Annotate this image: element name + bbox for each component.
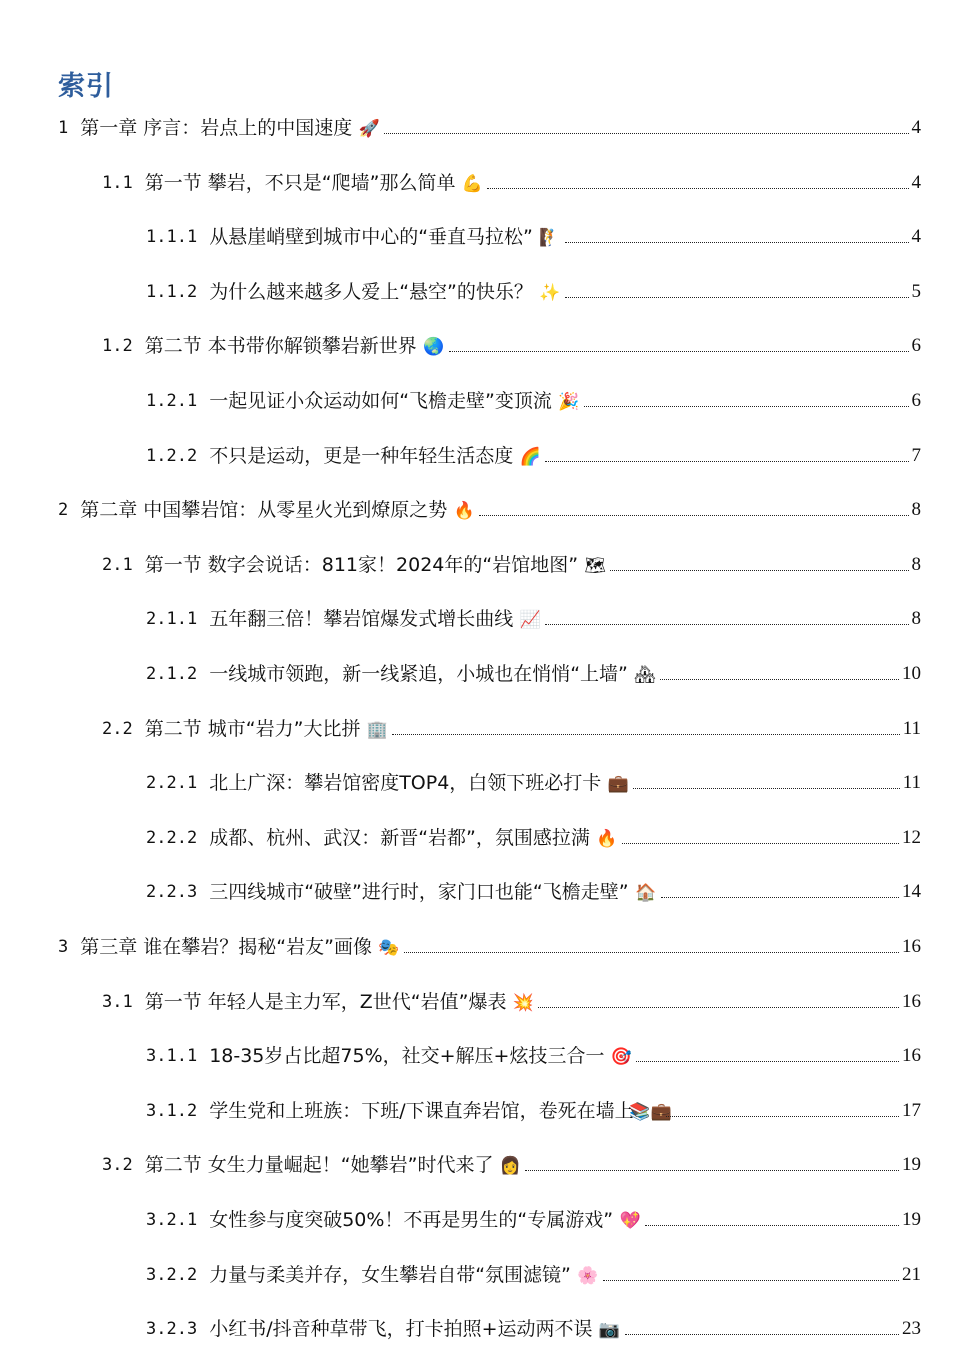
house-icon: 🏠: [634, 883, 657, 904]
dot-leader: [660, 678, 899, 680]
toc-entry-level-3[interactable]: [146, 383, 921, 413]
toc-entry-title: 第二节 本书带你解锁攀岩新世界: [144, 335, 417, 358]
dot-leader: [565, 241, 909, 243]
toc-entry-title: 不只是运动，更是一种年轻生活态度: [209, 444, 514, 467]
toc-entry-number: 1.2.2: [146, 445, 198, 466]
toc-page-number: 16: [902, 936, 921, 957]
toc-entry-title: 第三章 谁在攀岩？揭秘“岩友”画像: [80, 936, 372, 958]
toc-entry-number: 2.1.2: [146, 664, 198, 684]
toc-entry-number: 2.2.3: [146, 882, 198, 903]
houses-icon: 🏘: [634, 665, 656, 685]
office-building-icon: 🏢: [366, 719, 389, 740]
rainbow-icon: 🌈: [519, 446, 541, 467]
dot-leader: [636, 1060, 899, 1062]
toc-entry-number: 1: [58, 118, 69, 138]
toc-entry-title: 学生党和上班族：下班/下课直奔岩馆，卷死在墙上: [209, 1099, 634, 1122]
cherry-blossom-icon: 🌸: [577, 1265, 599, 1286]
toc-entry-title: 力量与柔美并存，女生攀岩自带“氛围滤镜”: [209, 1263, 571, 1286]
toc-entry-number: 3.1.2: [146, 1100, 198, 1121]
toc-page-number: 5: [911, 280, 921, 302]
toc-entry-level-2[interactable]: [102, 984, 921, 1014]
toc-entry-level-3[interactable]: [146, 219, 921, 249]
toc-entry-title: 第一节 攀岩，不只是“爬墙”那么简单: [144, 171, 456, 194]
toc-entry-level-3[interactable]: [146, 656, 921, 686]
toc-entry-level-3[interactable]: [146, 765, 921, 795]
toc-entry-number: 2: [58, 500, 69, 521]
toc-entry-level-2[interactable]: [102, 711, 921, 741]
toc-entry-number: 2.1.1: [146, 609, 198, 630]
toc-entry-number: 1.1.2: [146, 281, 198, 302]
toc-entry-level-3[interactable]: [146, 874, 921, 904]
toc-entry-number: 3.2.1: [146, 1210, 198, 1230]
toc-entry-level-3[interactable]: [146, 601, 921, 631]
toc-entry-number: 2.2.1: [146, 773, 198, 794]
toc-entry-number: 3.2: [102, 1155, 133, 1176]
toc-entry-title: 女性参与度突破50%！不再是男生的“专属游戏”: [209, 1209, 614, 1231]
toc-entry-level-3[interactable]: [146, 1093, 921, 1123]
toc-entry-number: 3.1: [102, 991, 133, 1012]
bullseye-icon: 🎯: [610, 1047, 633, 1068]
toc-page-number: 21: [902, 1263, 921, 1285]
heart-icon: 💖: [619, 1211, 641, 1231]
dot-leader: [545, 460, 908, 462]
dot-leader: [392, 733, 899, 735]
collision-icon: 💥: [512, 992, 535, 1013]
toc-entry-number: 1.1.1: [146, 227, 198, 248]
fire-icon: 🔥: [453, 501, 475, 522]
toc-entry-level-3[interactable]: [146, 1202, 921, 1232]
briefcase-icon: 💼: [607, 774, 629, 795]
toc-page-number: 4: [911, 117, 921, 138]
toc-entry-title: 第二节 女生力量崛起！“她攀岩”时代来了: [144, 1154, 494, 1177]
toc-entry-level-2[interactable]: [102, 328, 921, 358]
toc-entry-title: 第一节 数字会说话：811家！2024年的“岩馆地图”: [144, 553, 579, 576]
books-briefcase-icon: 📚💼: [629, 1101, 672, 1122]
toc-entry-title: 第一节 年轻人是主力军，Z世代“岩值”爆表: [144, 990, 507, 1013]
toc-page-number: 11: [902, 717, 921, 739]
dot-leader: [538, 1006, 899, 1008]
person-climbing-icon: 🧗: [539, 228, 561, 249]
toc-entry-level-2[interactable]: [102, 165, 921, 195]
toc-page-number: 6: [911, 390, 921, 411]
dot-leader: [479, 514, 908, 516]
dot-leader: [622, 842, 899, 844]
toc-page-number: 8: [911, 608, 921, 630]
toc-entry-level-2[interactable]: [102, 547, 921, 577]
toc-entry-title: 五年翻三倍！攀岩馆爆发式增长曲线: [209, 608, 514, 631]
toc-entry-number: 2.1: [102, 554, 133, 575]
dot-leader: [545, 623, 908, 625]
toc-entry-level-3[interactable]: [146, 1311, 921, 1341]
toc-entry-level-1[interactable]: [58, 110, 921, 140]
toc-page-number: 19: [902, 1209, 921, 1230]
toc-entry-level-2[interactable]: [102, 1147, 921, 1177]
map-icon: 🗺: [584, 555, 606, 576]
toc-entry-title: 第二节 城市“岩力”大比拼: [144, 717, 361, 740]
toc-entry-number: 2.2.2: [146, 827, 198, 848]
toc-page-number: 10: [902, 663, 921, 684]
dot-leader: [584, 405, 909, 407]
camera-icon: 📷: [598, 1320, 621, 1341]
dot-leader: [661, 896, 899, 898]
toc-entry-number: 3: [58, 937, 69, 957]
toc-entry-title: 一起见证小众运动如何“飞檐走壁”变顶流: [209, 390, 552, 412]
toc-entry-number: 1.2.1: [146, 391, 198, 411]
toc-entry-number: 1.1: [102, 172, 133, 193]
toc-entry-number: 3.1.1: [146, 1046, 198, 1067]
toc-page-number: 7: [911, 444, 921, 466]
toc-entry-title: 第二章 中国攀岩馆：从零星火光到燎原之势: [80, 499, 448, 522]
toc-page-number: 4: [911, 171, 921, 193]
toc-entry-level-3[interactable]: [146, 438, 921, 468]
dot-leader: [666, 1115, 899, 1117]
dot-leader: [487, 187, 908, 189]
toc-page-number: 12: [902, 826, 921, 848]
toc-page-number: 16: [902, 990, 921, 1012]
toc-page-number: 8: [911, 499, 921, 521]
dot-leader: [384, 132, 908, 134]
toc-entry-number: 1.2: [102, 336, 133, 357]
dot-leader: [625, 1333, 899, 1335]
dot-leader: [610, 569, 908, 571]
party-popper-icon: 🎉: [558, 392, 580, 412]
sparkles-icon: ✨: [539, 282, 561, 303]
toc-entry-title: 第一章 序言：岩点上的中国速度: [80, 117, 353, 139]
dot-leader: [525, 1169, 899, 1171]
toc-entry-level-1[interactable]: [58, 929, 921, 959]
toc-entry-level-1[interactable]: [58, 492, 921, 522]
toc-entry-level-3[interactable]: [146, 820, 921, 850]
globe-icon: 🌏: [423, 337, 445, 358]
index-title: 索引: [58, 71, 114, 102]
toc-page-number: 6: [911, 335, 921, 357]
dot-leader: [603, 1279, 899, 1281]
toc-page-number: 23: [902, 1318, 921, 1340]
toc-entry-level-3[interactable]: [146, 1038, 921, 1068]
dot-leader: [633, 787, 899, 789]
toc-entry-title: 三四线城市“破壁”进行时，家门口也能“飞檐走壁”: [209, 881, 629, 904]
toc-entry-number: 3.2.2: [146, 1264, 198, 1285]
dot-leader: [565, 296, 909, 298]
toc-entry-level-3[interactable]: [146, 274, 921, 304]
toc-page-number: 8: [911, 553, 921, 575]
dot-leader: [645, 1224, 899, 1226]
toc-page-number: 11: [902, 772, 921, 794]
rocket-icon: 🚀: [358, 119, 380, 139]
toc-entry-number: 2.2: [102, 718, 133, 739]
toc-entry-number: 3.2.3: [146, 1319, 198, 1340]
toc-page-number: 19: [902, 1154, 921, 1176]
toc-entry-title: 小红书/抖音种草带飞，打卡拍照+运动两不误: [209, 1318, 593, 1341]
toc-page-number: 16: [902, 1045, 921, 1067]
toc-entry-title: 18-35岁占比超75%，社交+解压+炫技三合一: [209, 1045, 605, 1068]
woman-icon: 👩: [499, 1156, 522, 1177]
toc-entry-title: 一线城市领跑，新一线紧追，小城也在悄悄“上墙”: [209, 663, 628, 685]
toc-entry-level-3[interactable]: [146, 1257, 921, 1287]
flexed-biceps-icon: 💪: [461, 173, 484, 194]
chart-increasing-icon: 📈: [519, 610, 541, 631]
toc-entry-title: 为什么越来越多人爱上“悬空”的快乐？: [209, 280, 533, 303]
toc-page-number: 4: [911, 226, 921, 248]
toc-page-number: 17: [902, 1099, 921, 1121]
toc-entry-title: 成都、杭州、武汉：新晋“岩都”，氛围感拉满: [209, 826, 590, 849]
toc-page-number: 14: [902, 881, 921, 903]
fire-icon: 🔥: [596, 828, 618, 849]
toc-entry-title: 北上广深：攀岩馆密度TOP4，白领下班必打卡: [209, 772, 602, 795]
dot-leader: [404, 951, 899, 953]
performing-arts-icon: 🎭: [378, 938, 400, 958]
dot-leader: [449, 350, 909, 352]
toc-entry-title: 从悬崖峭壁到城市中心的“垂直马拉松”: [209, 226, 533, 249]
